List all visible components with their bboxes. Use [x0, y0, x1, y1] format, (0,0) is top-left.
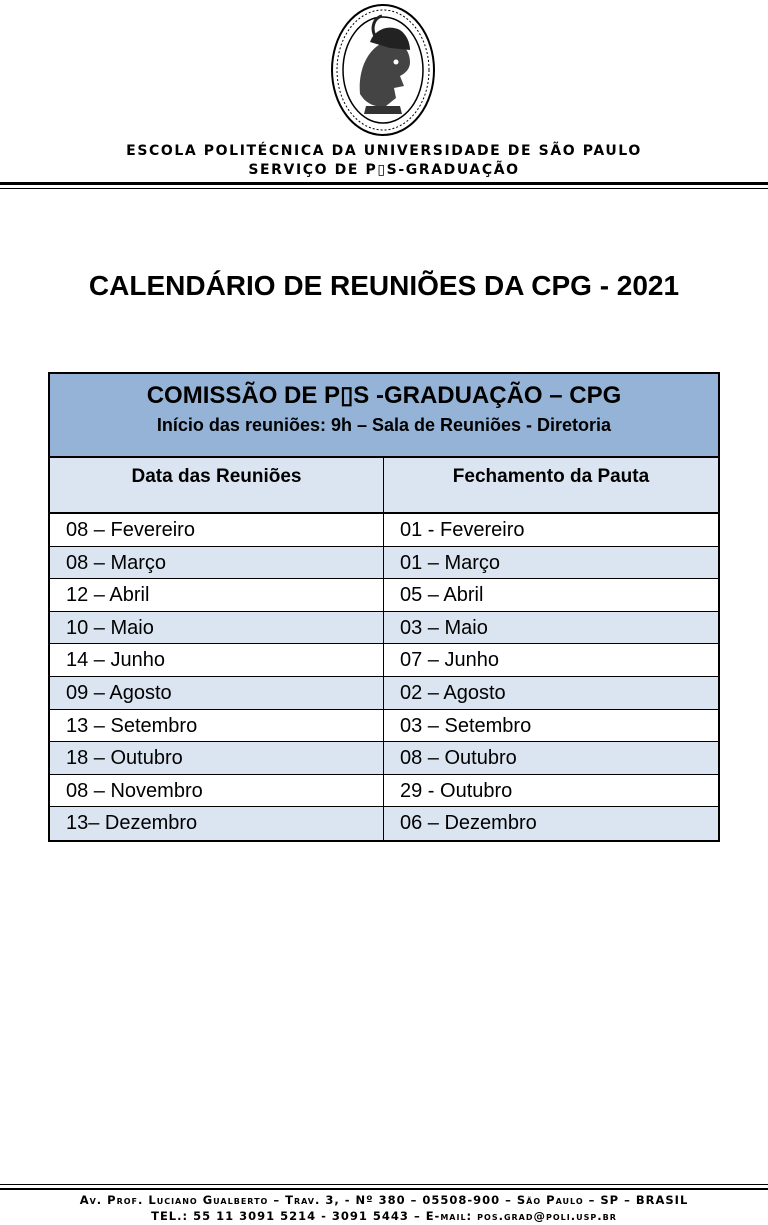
institution-name: ESCOLA POLITÉCNICA DA UNIVERSIDADE DE SÃO PAULO: [126, 143, 642, 159]
agenda-deadline-cell: 05 – Abril: [400, 584, 484, 607]
banner-subtitle: Início das reuniões: 9h – Sala de Reuniões - Diretoria: [156, 415, 612, 435]
meeting-date-cell: 13– Dezembro: [50, 807, 384, 840]
table-row: [50, 677, 718, 710]
table-header-row: [50, 458, 718, 514]
table-row: [50, 514, 718, 547]
footer-address: Av. Prof. Luciano Gualberto – Trav. 3, - Nº 380 – 05508-900 – São Paulo – SP – BRASIL: [79, 1193, 689, 1207]
agenda-deadline-cell: 02 – Agosto: [400, 681, 506, 704]
poli-usp-crest-icon: [330, 2, 436, 138]
meeting-date-cell: 14 – Junho: [50, 644, 384, 676]
meeting-date-cell: 13 – Setembro: [50, 710, 384, 742]
table-body: [50, 514, 718, 840]
table-row: [50, 612, 718, 645]
agenda-deadline-cell: 03 – Setembro: [400, 714, 532, 737]
table-banner: [50, 374, 718, 458]
table-row: [50, 775, 718, 808]
meeting-date-cell: 08 – Novembro: [50, 775, 384, 807]
agenda-deadline-cell: 01 - Fevereiro: [400, 519, 525, 541]
agenda-deadline-cell: 01 – Março: [400, 551, 501, 574]
agenda-deadline-cell: 07 – Junho: [400, 649, 499, 672]
meeting-date-cell: 08 – Março: [50, 547, 384, 579]
meeting-date-cell: 10 – Maio: [50, 612, 384, 644]
table-row: [50, 742, 718, 775]
header-divider: [0, 182, 768, 185]
column-header-deadline: Fechamento da Pauta: [452, 466, 650, 487]
meeting-date-cell: 08 – Fevereiro: [50, 514, 384, 546]
meeting-date-cell: 12 – Abril: [50, 579, 384, 611]
table-row: [50, 547, 718, 580]
header-divider-thin: [0, 188, 768, 189]
agenda-deadline-cell: 08 – Outubro: [400, 747, 517, 770]
column-header-date: Data das Reuniões: [50, 458, 384, 512]
table-row: [50, 710, 718, 743]
banner-title: COMISSÃO DE P▯S -GRADUAÇÃO – CPG: [146, 382, 622, 409]
department-name: SERVIÇO DE P▯S-GRADUAÇÃO: [248, 162, 520, 178]
page-title: CALENDÁRIO DE REUNIÕES DA CPG - 2021: [88, 270, 680, 301]
meetings-calendar-table: [48, 372, 720, 842]
table-row: [50, 579, 718, 612]
agenda-deadline-cell: 03 – Maio: [400, 616, 488, 639]
footer-divider: [0, 1188, 768, 1190]
agenda-deadline-cell: 29 - Outubro: [400, 779, 513, 802]
footer-contact: TEL.: 55 11 3091 5214 - 3091 5443 – E-mail: pos.grad@poli.usp.br: [151, 1209, 617, 1223]
table-row: [50, 807, 718, 840]
agenda-deadline-cell: 06 – Dezembro: [400, 812, 537, 835]
meeting-date-cell: 09 – Agosto: [50, 677, 384, 709]
footer-divider-thin: [0, 1184, 768, 1185]
table-row: [50, 644, 718, 677]
meeting-date-cell: 18 – Outubro: [50, 742, 384, 774]
